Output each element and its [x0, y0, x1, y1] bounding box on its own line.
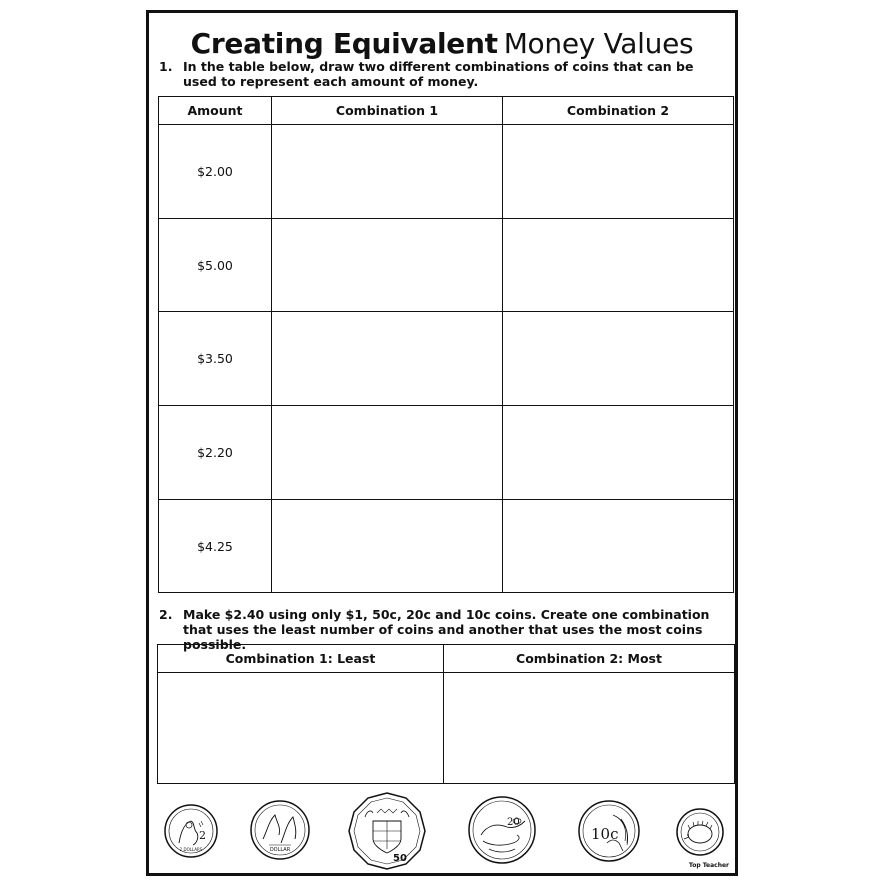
most-coins-cell[interactable]: [444, 673, 735, 784]
coin-label: 50: [393, 853, 407, 864]
amount-cell: $3.50: [159, 312, 272, 406]
table-row: [159, 312, 734, 406]
title-bold: Creating Equivalent: [190, 27, 498, 60]
amount-cell: $4.25: [159, 500, 272, 593]
amount-cell: $2.00: [159, 125, 272, 219]
question-1-text: In the table below, draw two different combinations of coins that can be used to represent each amount of money.: [183, 59, 694, 89]
combination-2-cell[interactable]: [503, 500, 734, 593]
combination-2-cell[interactable]: [503, 125, 734, 219]
header-combination-1: Combination 1: [272, 97, 503, 125]
coin-label: 2 DOLLARS: [179, 847, 203, 852]
table-row: [159, 500, 734, 593]
question-1-number: 1.: [159, 59, 173, 74]
table-header-row: [159, 97, 734, 125]
table-header-row: [158, 645, 735, 673]
twenty-cent-coin-icon: [467, 795, 537, 865]
least-most-table: [157, 644, 735, 784]
question-2-text: Make $2.40 using only $1, 50c, 20c and 10c coins. Create one combination that uses the least number of coins and another that uses the most coins possible.: [183, 607, 710, 652]
combination-1-cell[interactable]: [272, 312, 503, 406]
amount-cell: $5.00: [159, 219, 272, 312]
question-2-number: 2.: [159, 607, 173, 622]
brand-logo: Top Teacher: [688, 862, 729, 869]
combination-1-cell[interactable]: [272, 125, 503, 219]
header-most: Combination 2: Most: [444, 645, 735, 673]
combination-2-cell[interactable]: [503, 312, 734, 406]
page-title: [149, 27, 735, 61]
table-row: [159, 219, 734, 312]
table-row: [158, 673, 735, 784]
fifty-cent-coin-icon: [347, 791, 427, 871]
header-amount: Amount: [159, 97, 272, 125]
ten-cent-coin-icon: [577, 799, 641, 863]
two-dollar-coin-icon: [163, 803, 219, 859]
combination-1-cell[interactable]: [272, 219, 503, 312]
combination-1-cell[interactable]: [272, 406, 503, 500]
combination-1-cell[interactable]: [272, 500, 503, 593]
coin-strip: [149, 791, 735, 871]
combinations-table: [158, 96, 734, 593]
combination-2-cell[interactable]: [503, 219, 734, 312]
combination-2-cell[interactable]: [503, 406, 734, 500]
coin-label: 20: [507, 817, 520, 828]
header-combination-2: Combination 2: [503, 97, 734, 125]
one-dollar-coin-icon: [249, 799, 311, 861]
worksheet: [146, 10, 738, 876]
five-cent-coin-icon: [675, 807, 725, 857]
question-2: [159, 607, 725, 652]
title-light: Money Values: [503, 27, 694, 60]
least-coins-cell[interactable]: [158, 673, 444, 784]
question-1: [159, 59, 725, 91]
coin-label: DOLLAR: [269, 847, 291, 853]
table-row: [159, 125, 734, 219]
table-row: [159, 406, 734, 500]
header-least: Combination 1: Least: [158, 645, 444, 673]
amount-cell: $2.20: [159, 406, 272, 500]
svg-text:2: 2: [199, 829, 206, 842]
coin-label: 10c: [591, 825, 619, 843]
